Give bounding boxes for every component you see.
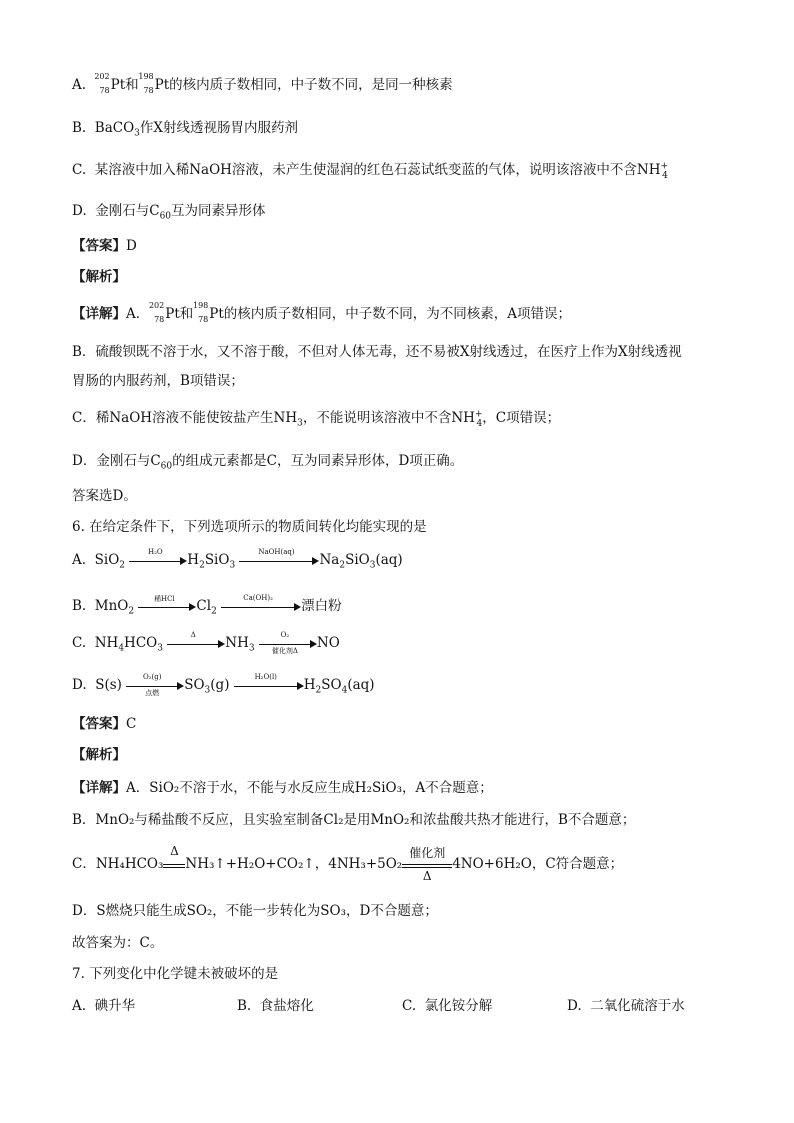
heat-condition: Δ	[163, 858, 185, 872]
q5-analysis-label: 【解析】	[72, 269, 126, 285]
q6-analysis-label: 【解析】	[72, 747, 126, 763]
q7-options	[72, 994, 732, 1014]
q6-detail-d: D．S燃烧只能生成SO₂，不能一步转化为SO₃，D不合题意；	[72, 903, 438, 919]
q5-conclusion: 答案选D。	[72, 488, 137, 504]
q5-detail-b-1: B．硫酸钡既不溶于水，又不溶于酸，不但对人体无毒，还不易被X射线透过，在医疗上作为X射线透视	[72, 344, 682, 360]
reaction-arrow: O₂ 催化剂Δ	[259, 637, 317, 651]
reaction-arrow: NaOH(aq)	[239, 554, 319, 568]
q7-option-b: B. 食盐熔化	[237, 998, 314, 1014]
q6-detail-b: B．MnO₂与稀盐酸不反应，且实验室制备Cl₂是用MnO₂和浓盐酸共热才能进行，B不合题意；	[72, 812, 636, 828]
q7-stem: 7. 下列变化中化学键未被破坏的是	[72, 966, 279, 982]
pt202-isotope: 202 78	[94, 72, 110, 95]
q6-option-b: B. MnO$_2$ 稀HCl $Cl_2$ Ca(OH)₂ 漂白粉	[72, 593, 342, 617]
q7-option-c: C. 氯化铵分解	[402, 998, 493, 1014]
q6-conclusion: 故答案为：C。	[72, 935, 164, 951]
q5-detail-d: D．金刚石与$C_{60}$的组成元素都是C，互为同素异形体，D项正确。	[72, 453, 464, 472]
reaction-arrow: Ca(OH)₂	[221, 600, 301, 614]
q5-option-d: D. 金刚石与$C_{60}$互为同素异形体	[72, 203, 266, 222]
reaction-arrow: Δ	[167, 637, 225, 651]
reaction-arrow: H₂O(l)	[234, 679, 304, 693]
q6-option-c: C. $NH_4HCO_3$ Δ $NH_3$ O₂ 催化剂Δ NO	[72, 630, 340, 655]
q6-stem: 6. 在给定条件下，下列选项所示的物质间转化均能实现的是	[72, 519, 427, 535]
q5-option-c: C. 某溶液中加入稀NaOH溶液，未产生使湿润的红色石蕊试纸变蓝的气体，说明该溶液中不含$NH^+_4$	[72, 161, 669, 181]
q7-option-a: A. 碘升华	[72, 998, 136, 1014]
q5-option-b: B. BaCO$_3$作X射线透视肠胃内服药剂	[72, 120, 299, 139]
q5-detail-c: C．稀NaOH溶液不能使铵盐产生$NH_3$，不能说明该溶液中不含$NH^+_4$，C项错误；	[72, 409, 561, 429]
q7-option-d: D. 二氧化硫溶于水	[567, 998, 685, 1014]
q5-option-a: A. 202 78 Pt和 198 78 Pt的核内质子数相同，中子数不同，是同一种核素	[72, 72, 453, 95]
catalyst-condition: 催化剂 Δ	[402, 858, 452, 872]
q5-answer: 【答案】D	[72, 238, 137, 254]
q6-option-a: A. SiO$_2$ H₂O $H_2SiO_3$ NaOH(aq) $Na_2SiO_3(aq)$	[72, 547, 403, 571]
reaction-arrow: O₂(g) 点燃	[126, 679, 184, 693]
q6-detail-c: C．NH₄HCO₃ Δ NH₃↑+H₂O+CO₂↑，4NH₃+5O₂ 催化剂 Δ 4NO+6H₂O，C符合题意；	[72, 843, 624, 883]
q5-detail-b-2: 胃肠的内服药剂，B项错误；	[72, 373, 244, 389]
q6-option-d: D. S(s) O₂(g) 点燃 $SO_3(g)$ H₂O(l) $H_2SO_4(aq)$	[72, 672, 375, 697]
pt198-isotope: 198 78	[138, 72, 154, 95]
reaction-arrow: 稀HCl	[138, 600, 196, 614]
q6-answer: 【答案】C	[72, 716, 137, 732]
q6-detail-a: 【详解】A．SiO₂不溶于水，不能与水反应生成H₂SiO₃，A不合题意；	[72, 780, 493, 796]
reaction-arrow: H₂O	[129, 554, 187, 568]
q5-detail-a: 【详解】A． 202 78 Pt和 198 78 Pt的核内质子数相同，中子数不同，为不同核素，A项错误；	[72, 301, 572, 324]
